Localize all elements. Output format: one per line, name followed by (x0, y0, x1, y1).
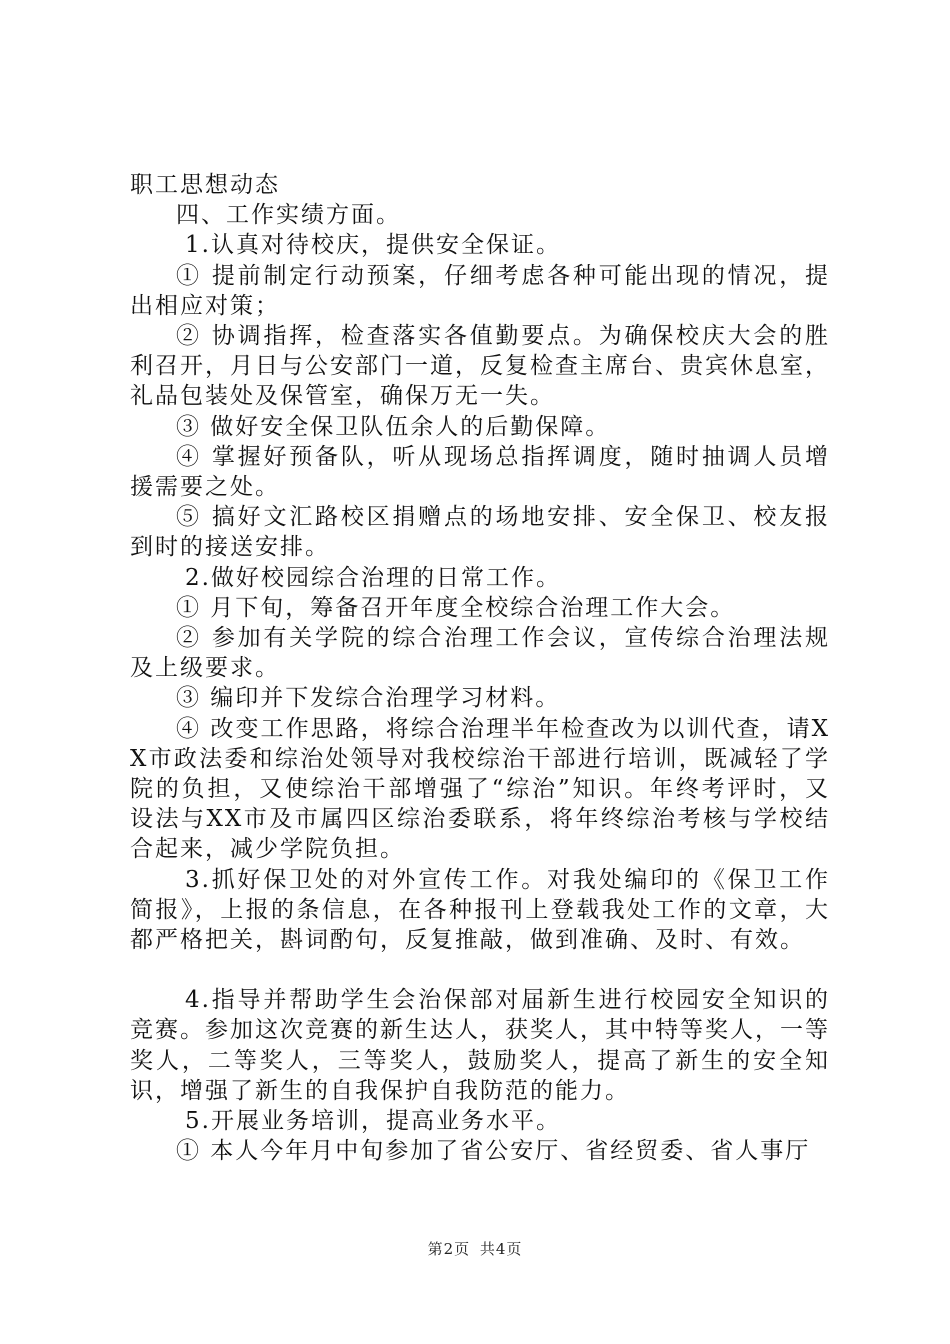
page-number: 第2页 (427, 1240, 471, 1258)
item-heading: 2.做好校园综合治理的日常工作。 (185, 564, 561, 591)
list-item: ③ 编印并下发综合治理学习材料。 (176, 685, 561, 712)
list-item: ② 协调指挥，检查落实各值勤要点。为确保校庆大会的胜利召开，月日与公安部门一道，反复检查主席台、贵宾休息室，礼品包装处及保管室，确保万无一失。 (130, 323, 830, 410)
paragraph-gap (130, 955, 830, 985)
list-item: ② 参加有关学院的综合治理工作会议，宣传综合治理法规及上级要求。 (130, 625, 830, 682)
list-item: ③ 做好安全保卫队伍余人的后勤保障。 (176, 413, 611, 440)
paragraph-continuation: 职工思想动态 (130, 172, 280, 198)
item-paragraph: 3.抓好保卫处的对外宣传工作。对我处编印的《保卫工作简报》，上报的条信息，在各种报刊上登载我处工作的文章，大都严格把关，斟词酌句，反复推敲，做到准确、及时、有效。 (130, 866, 830, 954)
list-item: ① 本人今年月中旬参加了省公安厅、省经贸委、省人事厅 (176, 1138, 811, 1165)
item-paragraph: 4.指导并帮助学生会治保部对届新生进行校园安全知识的竞赛。参加这次竞赛的新生达人，获奖人，其中特等奖人，一等奖人，二等奖人，三等奖人，鼓励奖人，提高了新生的安全知识，增强了新生的自我保护自我防范的能力。 (130, 987, 830, 1104)
list-item: ⑤ 搞好文汇路校区捐赠点的场地安排、安全保卫、校友报到时的接送安排。 (130, 504, 830, 561)
page-total: 共4页 (479, 1240, 523, 1258)
page-footer (0, 1238, 950, 1259)
list-item: ④ 掌握好预备队，听从现场总指挥调度，随时抽调人员增援需要之处。 (130, 443, 830, 501)
section-heading: 四、工作实绩方面。 (176, 202, 401, 229)
list-item: ① 提前制定行动预案，仔细考虑各种可能出现的情况，提出相应对策； (130, 262, 830, 319)
list-item: ① 月下旬，筹备召开年度全校综合治理工作大会。 (176, 594, 736, 621)
item-heading: 1.认真对待校庆，提供安全保证。 (185, 232, 561, 259)
document-body (130, 170, 830, 1167)
item-heading: 5.开展业务培训，提高业务水平。 (185, 1108, 561, 1135)
list-item: ④ 改变工作思路，将综合治理半年检查改为以训代查，请XX市政法委和综治处领导对我校综治干部进行培训，既减轻了学院的负担，又使综治干部增强了“综治”知识。年终考评时，又设法与XX市及市属四区综治委联系，将年终综治考核与学校结合起来，减少学院负担。 (130, 715, 830, 863)
